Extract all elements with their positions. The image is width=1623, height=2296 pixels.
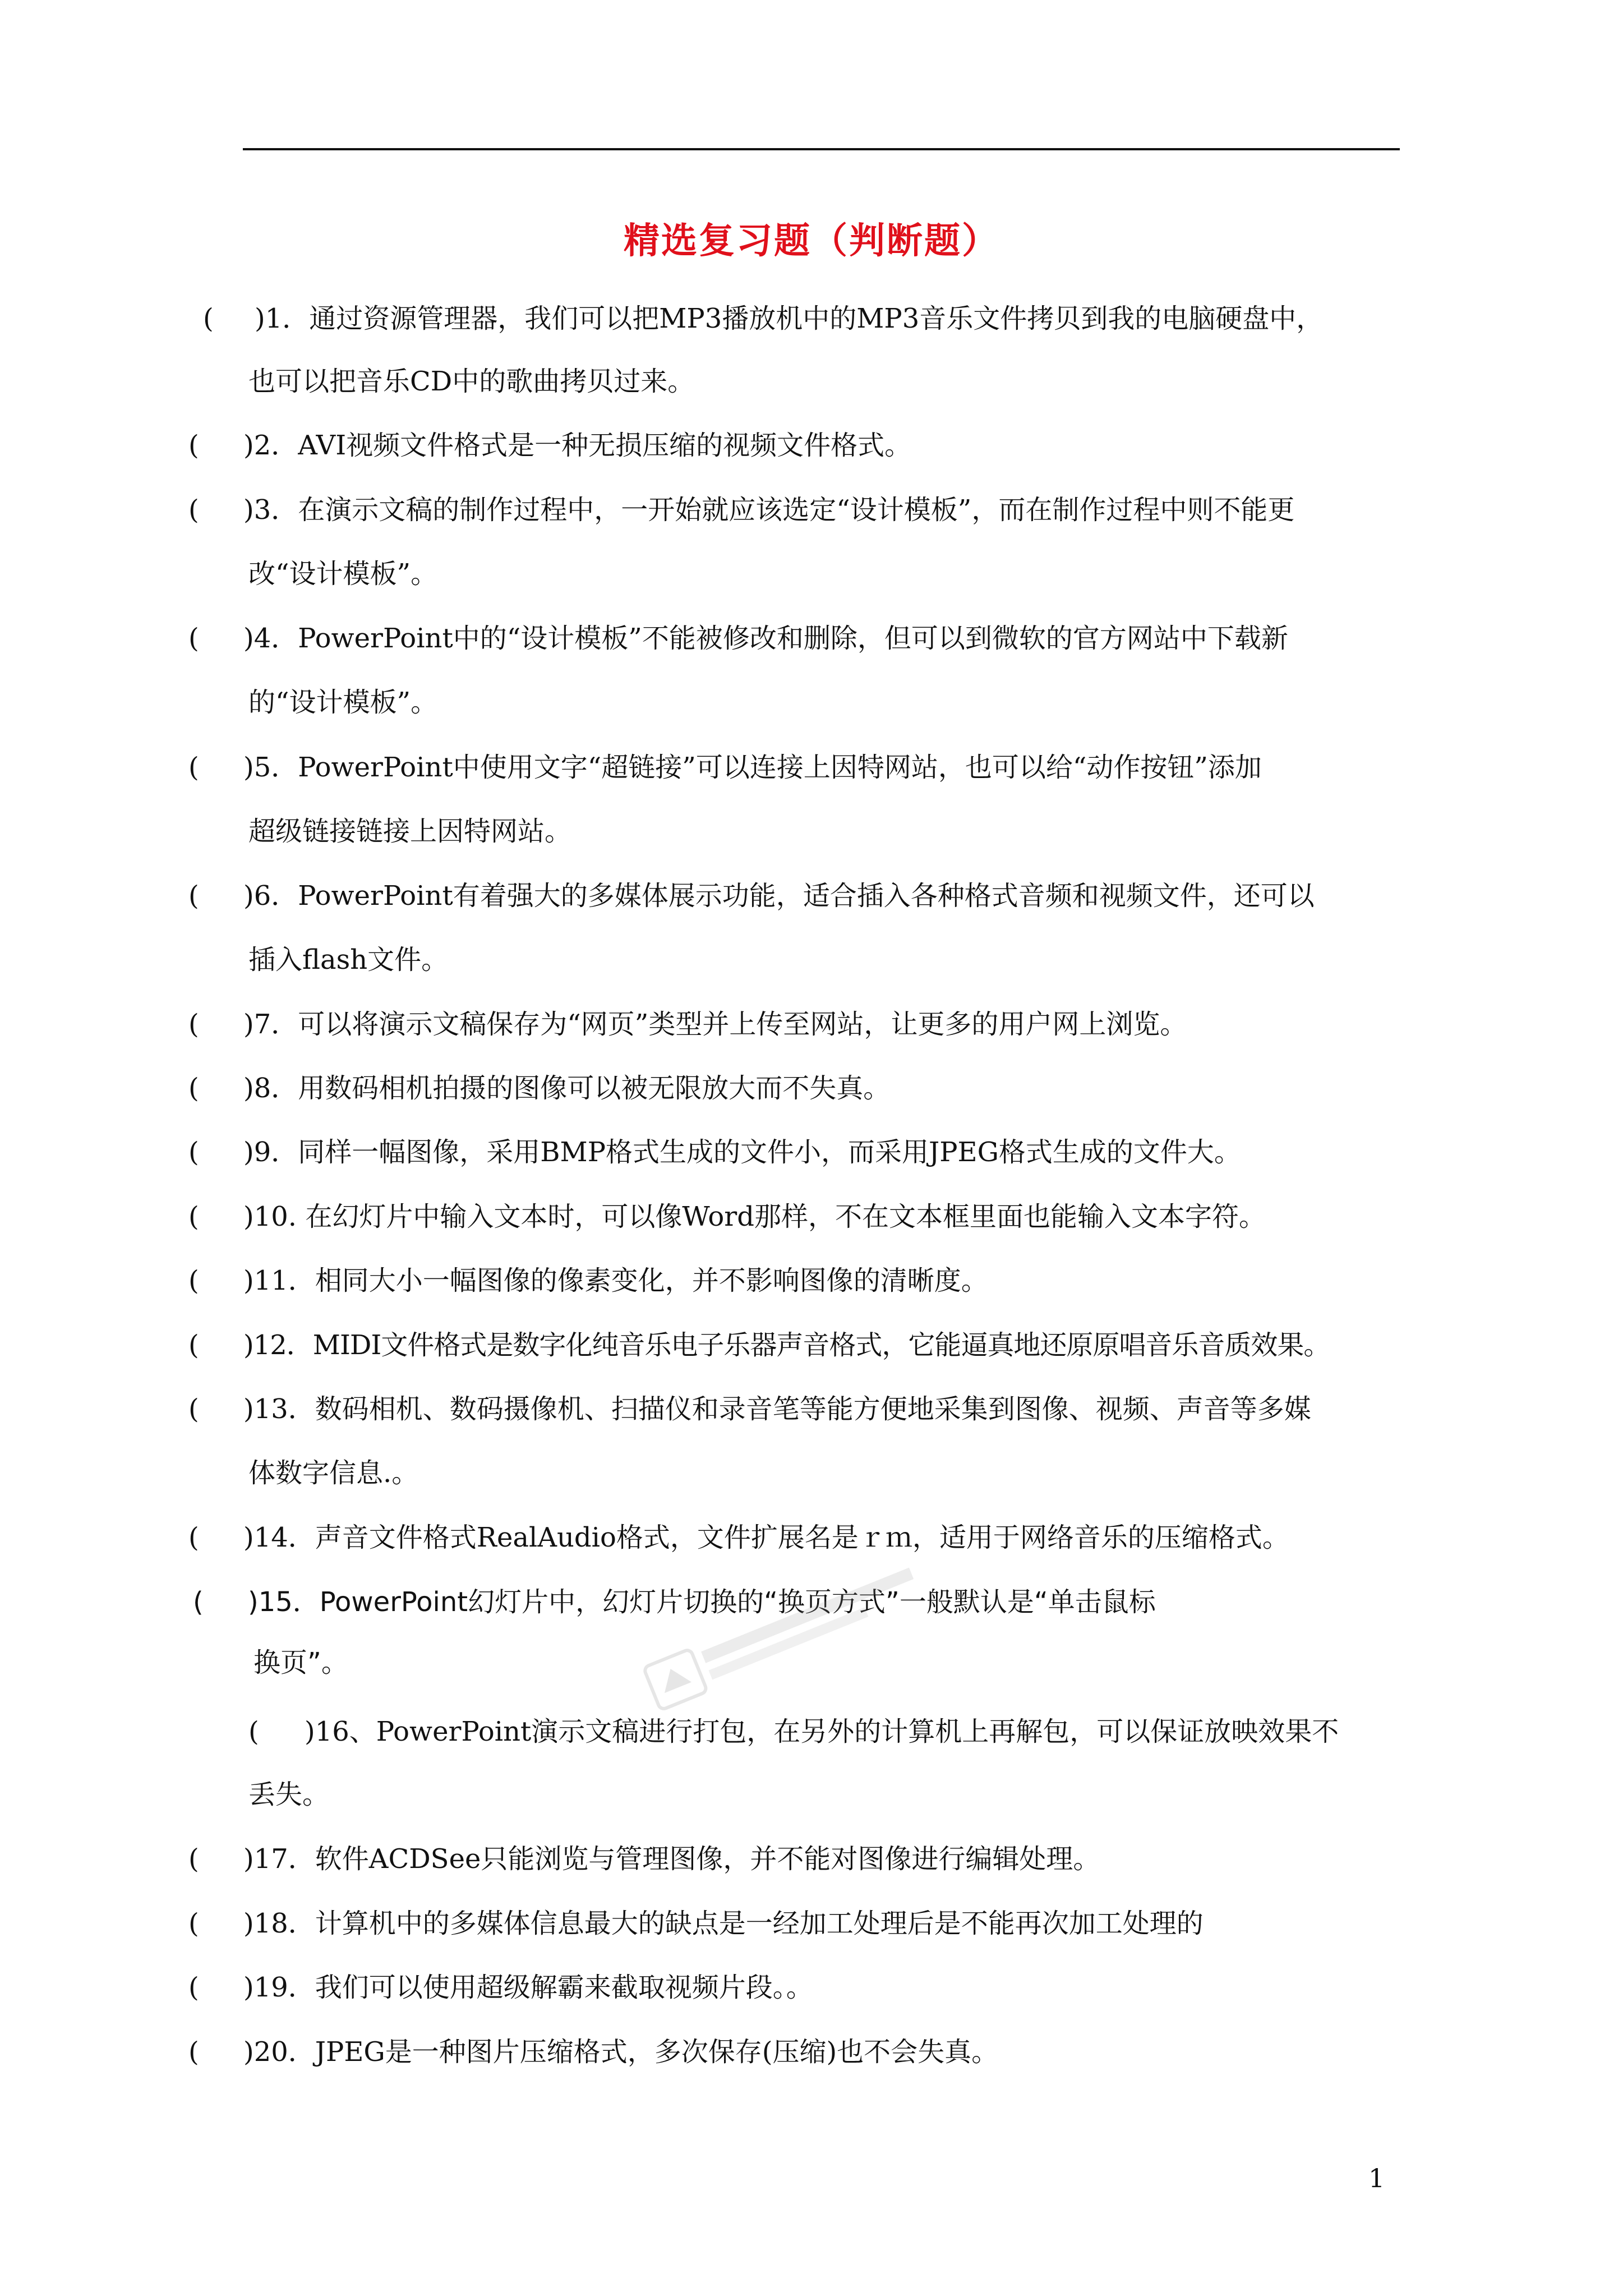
answer-blank[interactable]: ( [188, 1329, 199, 1361]
header-rule [243, 148, 1400, 150]
question-text: )17．软件ACDSee只能浏览与管理图像，并不能对图像进行编辑处理。 [243, 1843, 1100, 1875]
watermark-stamp [638, 1552, 932, 1719]
question-text: )10. 在幻灯片中输入文本时，可以像Word那样，不在文本框里面也能输入文本字符。 [243, 1201, 1266, 1232]
answer-blank[interactable]: ( [188, 752, 199, 783]
answer-blank[interactable]: ( [188, 494, 199, 526]
answer-blank[interactable]: ( [188, 1393, 199, 1425]
answer-blank[interactable]: ( [188, 1201, 199, 1232]
question-1-continuation: 也可以把音乐CD中的歌曲拷贝过来。 [248, 366, 695, 397]
question-3-continuation: 改“设计模板”。 [248, 558, 438, 590]
answer-blank[interactable]: ( [203, 303, 214, 334]
question-text: )7．可以将演示文稿保存为“网页”类型并上传至网站，让更多的用户网上浏览。 [243, 1009, 1187, 1040]
answer-blank[interactable]: ( [188, 1908, 199, 1939]
question-text: )11．相同大小一幅图像的像素变化，并不影响图像的清晰度。 [243, 1265, 988, 1296]
question-text: )18．计算机中的多媒体信息最大的缺点是一经加工处理后是不能再次加工处理的 [243, 1908, 1204, 1939]
question-text: )13．数码相机、数码摄像机、扫描仪和录音笔等能方便地采集到图像、视频、声音等多媒 [243, 1393, 1311, 1425]
question-text: )3．在演示文稿的制作过程中，一开始就应该选定“设计模板”，而在制作过程中则不能更 [243, 494, 1295, 526]
question-16-continuation: 丢失。 [248, 1779, 330, 1810]
question-15-continuation: 换页”。 [253, 1647, 348, 1678]
question-5-continuation: 超级链接链接上因特网站。 [248, 816, 572, 847]
question-text: )4．PowerPoint中的“设计模板”不能被修改和删除，但可以到微软的官方网站中下载新 [243, 623, 1288, 654]
answer-blank[interactable]: ( [188, 1972, 199, 2003]
question-text: )9．同样一幅图像，采用BMP格式生成的文件小，而采用JPEG格式生成的文件大。 [243, 1137, 1241, 1168]
answer-blank[interactable]: ( [188, 1009, 199, 1040]
question-text: )20．JPEG是一种图片压缩格式，多次保存(压缩)也不会失真。 [243, 2036, 999, 2068]
question-6-continuation: 插入flash文件。 [248, 944, 449, 976]
question-text: )15．PowerPoint幻灯片中，幻灯片切换的“换页方式”一般默认是“单击鼠标 [248, 1586, 1156, 1618]
answer-blank[interactable]: ( [188, 1843, 199, 1875]
question-text: )19．我们可以使用超级解霸来截取视频片段。。 [243, 1972, 813, 2003]
question-4-continuation: 的“设计模板”。 [248, 687, 438, 718]
question-text: )14．声音文件格式RealAudio格式，文件扩展名是ｒｍ，适用于网络音乐的压缩格式。 [243, 1522, 1289, 1553]
answer-blank[interactable]: ( [188, 2036, 199, 2068]
question-text: )1．通过资源管理器，我们可以把MP3播放机中的MP3音乐文件拷贝到我的电脑硬盘中， [255, 303, 1324, 334]
question-text: )5．PowerPoint中使用文字“超链接”可以连接上因特网站，也可以给“动作按钮”添加 [243, 752, 1262, 783]
question-text: )12．MIDI文件格式是数字化纯音乐电子乐器声音格式，它能逼真地还原原唱音乐音质效果。 [243, 1329, 1330, 1361]
answer-blank[interactable]: ( [188, 880, 199, 912]
page-title: 精选复习题（判断题） [624, 220, 999, 262]
answer-blank[interactable]: ( [188, 1522, 199, 1553]
question-text: )16、PowerPoint演示文稿进行打包，在另外的计算机上再解包，可以保证放映效果不 [305, 1716, 1339, 1747]
question-text: )6．PowerPoint有着强大的多媒体展示功能，适合插入各种格式音频和视频文件，还可以 [243, 880, 1315, 912]
question-text: )8．用数码相机拍摄的图像可以被无限放大而不失真。 [243, 1073, 891, 1104]
page-number: 1 [1368, 2163, 1385, 2193]
answer-blank[interactable]: ( [193, 1586, 204, 1618]
question-text: )2．AVI视频文件格式是一种无损压缩的视频文件格式。 [243, 430, 912, 461]
answer-blank[interactable]: ( [248, 1716, 259, 1747]
answer-blank[interactable]: ( [188, 1265, 199, 1296]
answer-blank[interactable]: ( [188, 623, 199, 654]
answer-blank[interactable]: ( [188, 430, 199, 461]
answer-blank[interactable]: ( [188, 1137, 199, 1168]
question-13-continuation: 体数字信息.。 [248, 1457, 419, 1489]
answer-blank[interactable]: ( [188, 1073, 199, 1104]
